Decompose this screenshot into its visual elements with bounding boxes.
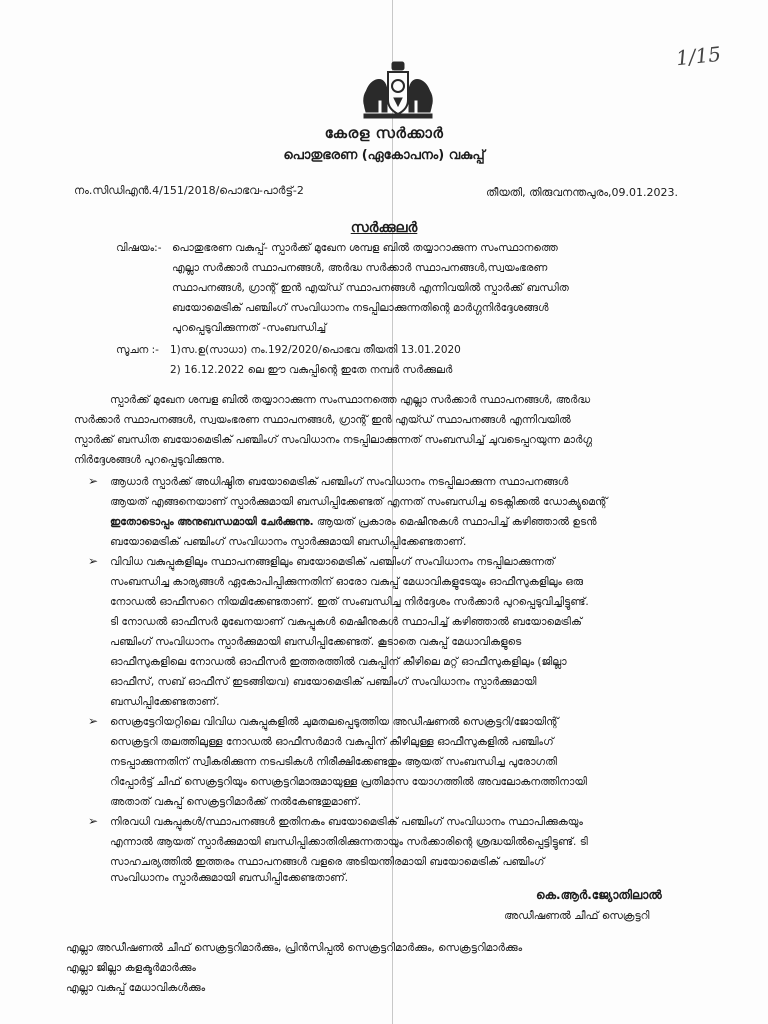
reference-number: നം.സിഡിഎൻ.4/151/2018/പൊഭവ-പാർട്ട്-2	[74, 184, 304, 197]
intro-line: സർക്കാർ സ്ഥാപനങ്ങൾ, സ്വയംഭരണ സ്ഥാപനങ്ങൾ, ഗ്രാന്റ് ഇൻ എയ്ഡ് സ്ഥാപനങ്ങൾ എന്നിവയിൽ	[74, 414, 571, 426]
bullet-2-line: സംബന്ധിച്ച കാര്യങ്ങൾ ഏകോപിപ്പിക്കുന്നതിന് ഓരോ വകുപ്പ് മേധാവികളുടേയും ഓഫീസുകളിലും ഒരു	[110, 576, 584, 588]
subject-line: പൊതുഭരണ വകുപ്പ്- സ്പാർക്ക് മുഖേന ശമ്പള ബിൽ തയ്യാറാക്കുന്ന സംസ്ഥാനത്തെ	[172, 242, 558, 254]
distribution-line: എല്ലാ ജില്ലാ കളക്ടർമാർക്കും	[66, 962, 196, 974]
kerala-emblem-icon	[360, 60, 436, 124]
bullet-4-line: സംവിധാനം സ്പാർക്കുമായി ബന്ധിപ്പിക്കേണ്ടതാണ്.	[110, 872, 349, 884]
bullet-arrow-icon: ➢	[88, 714, 99, 728]
subject-line: പുറപ്പെടുവിക്കുന്നത് -സംബന്ധിച്ച്	[172, 322, 327, 334]
bullet-arrow-icon: ➢	[88, 474, 99, 488]
bullet-2-line: ഓഫീസുകളിലെ നോഡൽ ഓഫീസർ ഇത്തരത്തിൽ വകുപ്പിന് കീഴിലെ മറ്റ് ഓഫീസുകളിലും (ജില്ലാ	[110, 656, 567, 668]
distribution-line: എല്ലാ വകുപ്പ് മേധാവികൾക്കും	[66, 982, 206, 994]
bullet-2-line: ബന്ധിപ്പിക്കേണ്ടതാണ്.	[110, 696, 220, 708]
bullet-1-rest: ആയത് പ്രകാരം മെഷീനുകൾ സ്ഥാപിച്ച് കഴിഞ്ഞാൽ ഉടൻ	[313, 516, 597, 528]
annexure-note: ഇതോടൊപ്പം അനുബന്ധമായി ചേർക്കുന്നു.	[110, 516, 314, 528]
bullet-3-line: സെക്രട്ടേറിയറ്റിലെ വിവിധ വകുപ്പുകളിൽ ചുമതലപ്പെടുത്തിയ അഡീഷണൽ സെക്രട്ടറി/ജോയിന്റ്	[110, 716, 559, 728]
signatory-name: കെ.ആർ.ജ്യോതിലാൽ	[536, 888, 662, 902]
bullet-2-line: ടി നോഡൽ ഓഫീസർ മുഖേനയാണ് വകുപ്പുകൾ മെഷീനുകൾ സ്ഥാപിച്ച് കഴിഞ്ഞാൽ ബയോമെട്രിക്	[110, 616, 582, 628]
reference-item: 2) 16.12.2022 ലെ ഈ വകുപ്പിന്റെ ഇതേ നമ്പർ സർക്കുലർ	[170, 364, 453, 376]
signatory-title: അഡീഷണൽ ചീഫ് സെക്രട്ടറി	[504, 910, 650, 922]
bullet-4-line: സാഹചര്യത്തിൽ ഇത്തരം സ്ഥാപനങ്ങൾ വളരെ അടിയന്തിരമായി ബയോമെട്രിക് പഞ്ചിംഗ്	[110, 856, 545, 868]
bullet-2-line: പഞ്ചിംഗ് സംവിധാനം സ്പാർക്കുമായി ബന്ധിപ്പിക്കേണ്ടത്. കൂടാതെ വകുപ്പ് മേധാവികളുടെ	[110, 636, 522, 648]
date-line: തീയതി, തിരുവനന്തപുരം,09.01.2023.	[486, 186, 679, 199]
bullet-3-line: സെക്രട്ടറി തലത്തിലുള്ള നോഡൽ ഓഫീസർമാർ വകുപ്പിന് കീഴിലുള്ള ഓഫീസുകളിൽ പഞ്ചിംഗ്	[110, 736, 554, 748]
bullet-2-line: ഓഫീസ്, സബ് ഓഫീസ് ഇടങ്ങിയവ) ബയോമെട്രിക് പഞ്ചിംഗ് സംവിധാനം സ്പാർക്കുമായി	[110, 676, 537, 688]
page-number-handwritten: 1/15	[674, 41, 723, 71]
bullet-3-line: അതാത് വകുപ്പ് സെക്രട്ടറിമാർക്ക് നൽകേണ്ടതുമാണ്.	[110, 796, 361, 808]
bullet-2-line: നോഡൽ ഓഫീസറെ നിയമിക്കേണ്ടതാണ്. ഇത് സംബന്ധിച്ച നിർദ്ദേശം സർക്കാർ പുറപ്പെടുവിച്ചിട്ടുണ്ട്.	[110, 596, 589, 608]
department-name: പൊതുഭരണ (ഏകോപനം) വകുപ്പ്	[283, 148, 485, 163]
bullet-3-line: റിപ്പോർട്ട് ചീഫ് സെക്രട്ടറിയും സെക്രട്ടറിമാരുമായുള്ള പ്രതിമാസ യോഗത്തിൽ അവലോകനത്തിനായി	[110, 776, 587, 788]
subject-line: ബയോമെട്രിക് പഞ്ചിംഗ് സംവിധാനം നടപ്പിലാക്കുന്നതിന്റെ മാർഗ്ഗനിർദ്ദേശങ്ങൾ	[172, 302, 549, 314]
bullet-2-line: വിവിധ വകുപ്പുകളിലും സ്ഥാപനങ്ങളിലും ബയോമെട്രിക് പഞ്ചിംഗ് സംവിധാനം നടപ്പിലാക്കുന്നത്	[110, 556, 555, 568]
reference-item: 1)സ.ഉ(സാധാ) നം.192/2020/പൊഭവ തീയതി 13.01.2020	[170, 344, 461, 356]
bullet-4-line: നിരവധി വകുപ്പുകൾ/സ്ഥാപനങ്ങൾ ഇതിനകം ബയോമെട്രിക് പഞ്ചിംഗ് സംവിധാനം സ്ഥാപിക്കുകയും	[110, 816, 583, 828]
government-name: കേരള സർക്കാർ	[324, 124, 444, 142]
subject-line: സ്ഥാപനങ്ങൾ, ഗ്രാന്റ് ഇൻ എയ്ഡ് സ്ഥാപനങ്ങൾ എന്നിവയിൽ സ്പാർക്ക് ബന്ധിത	[172, 282, 569, 294]
bullet-1-line: ആധാർ സ്പാർക്ക് അധിഷ്ഠിത ബയോമെട്രിക് പഞ്ചിംഗ് സംവിധാനം നടപ്പിലാക്കുന്ന സ്ഥാപനങ്ങൾ	[110, 476, 569, 488]
subject-label: വിഷയം:-	[116, 242, 162, 254]
intro-line: സ്പാർക്ക് ബന്ധിത ബയോമെട്രിക് പഞ്ചിംഗ് സംവിധാനം നടപ്പിലാക്കുന്നത് സംബന്ധിച്ച് ചുവടെപ്പറയുന്ന മാർഗ്ഗ	[74, 434, 592, 446]
bullet-1-line: ബയോമെട്രിക് പഞ്ചിംഗ് സംവിധാനം സ്പാർക്കുമായി ബന്ധിപ്പിക്കേണ്ടതാണ്.	[110, 536, 467, 548]
bullet-3-line: നടപ്പാക്കുന്നതിന് സ്വീകരിക്കുന്ന നടപടികൾ നിരീക്ഷിക്കേണ്ടതും ആയത് സംബന്ധിച്ച പുരോഗതി	[110, 756, 557, 768]
subject-line: എല്ലാ സർക്കാർ സ്ഥാപനങ്ങൾ, അർദ്ധ സർക്കാർ സ്ഥാപനങ്ങൾ,സ്വയംഭരണ	[172, 262, 548, 274]
bullet-arrow-icon: ➢	[88, 554, 99, 568]
distribution-line: എല്ലാ അഡീഷണൽ ചീഫ് സെക്രട്ടറിമാർക്കും, പ്രിൻസിപ്പൽ സെക്രട്ടറിമാർക്കും, സെക്രട്ടറിമാർക്കും	[66, 942, 523, 954]
circular-title: സർക്കുലർ	[350, 220, 418, 236]
bullet-1-line: ആയത് എങ്ങനെയാണ് സ്പാർക്കുമായി ബന്ധിപ്പിക്കേണ്ടത് എന്നത് സംബന്ധിച്ച ടെക്നിക്കൽ ഡോക്യുമെന്റ്	[110, 496, 608, 508]
intro-line: നിർദ്ദേശങ്ങൾ പുറപ്പെടുവിക്കുന്നു.	[74, 454, 225, 466]
bullet-arrow-icon: ➢	[88, 814, 99, 828]
bullet-1-line	[110, 516, 597, 529]
references-label: സൂചന :-	[116, 344, 159, 356]
intro-line: സ്പാർക്ക് മുഖേന ശമ്പള ബിൽ തയ്യാറാക്കുന്ന സംസ്ഥാനത്തെ എല്ലാ സർക്കാർ സ്ഥാപനങ്ങൾ, അർദ്ധ	[110, 394, 591, 406]
bullet-4-line: എന്നാൽ ആയത് സ്പാർക്കുമായി ബന്ധിപ്പിക്കാതിരിക്കുന്നതായും സർക്കാരിന്റെ ശ്രദ്ധയിൽപ്പെട്ടിട്ടുണ്ട്. ടി	[110, 836, 588, 848]
